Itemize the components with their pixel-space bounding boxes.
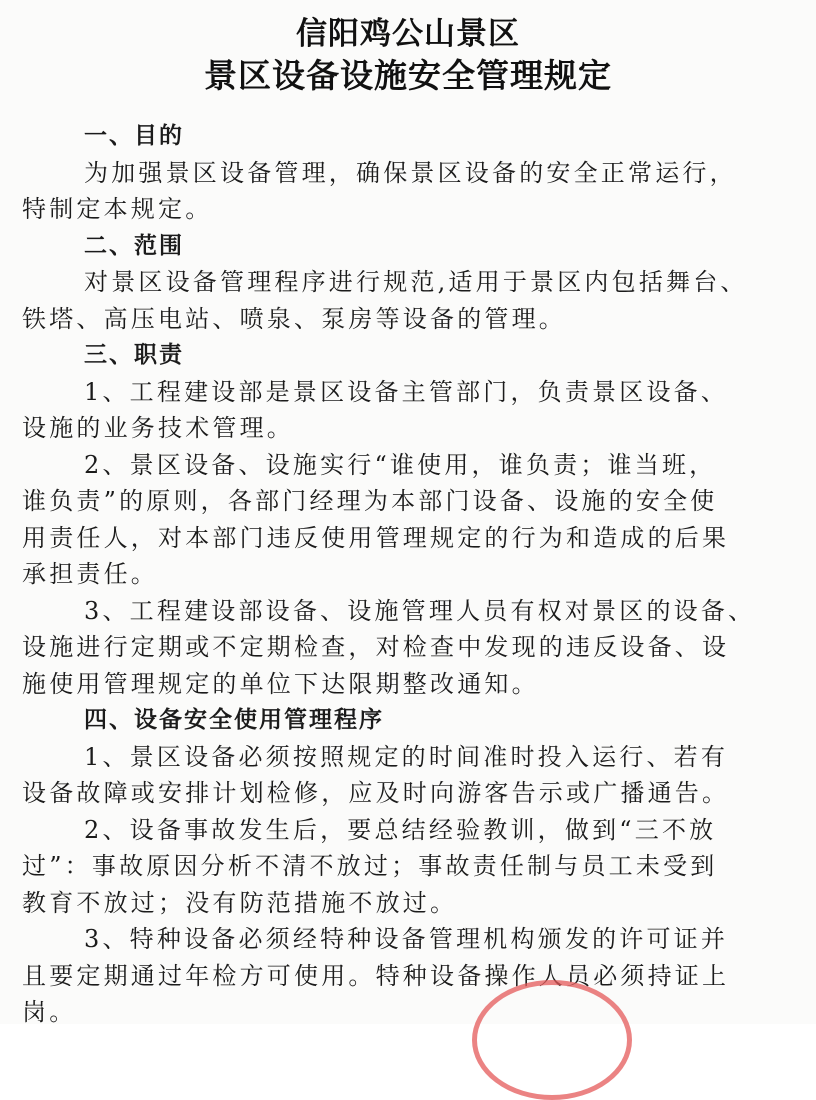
section-heading: 四、设备安全使用管理程序 — [84, 707, 384, 733]
paragraph-line: 铁塔、高压电站、喷泉、泵房等设备的管理。 — [22, 304, 566, 333]
paragraph-line: 2、景区设备、设施实行“谁使用，谁负责；谁当班， — [84, 450, 717, 479]
section-heading: 一、目的 — [84, 123, 184, 149]
paragraph-line: 2、设备事故发生后，要总结经验教训，做到“三不放 — [84, 815, 717, 844]
paragraph-line: 教育不放过；没有防范措施不放过。 — [22, 888, 458, 917]
red-seal-stamp — [472, 980, 632, 1100]
paragraph-line: 过”：事故原因分析不清不放过；事故责任制与员工未受到 — [22, 852, 718, 880]
paragraph-line: 1、工程建设部是景区设备主管部门，负责景区设备、 — [84, 377, 729, 406]
document-title-line1: 信阳鸡公山景区 — [296, 16, 520, 52]
paragraph-line: 为加强景区设备管理，确保景区设备的安全正常运行， — [84, 158, 737, 187]
paragraph-line: 1、景区设备必须按照规定的时间准时投入运行、若有 — [84, 742, 729, 771]
paragraph-line: 岗。 — [22, 998, 77, 1026]
paragraph-line: 设施的业务技术管理。 — [22, 414, 294, 442]
document-title-line2: 景区设备设施安全管理规定 — [204, 56, 612, 95]
paragraph-line: 用责任人，对本部门违反使用管理规定的行为和造成的后果 — [22, 523, 730, 552]
paragraph-line: 3、工程建设部设备、设施管理人员有权对景区的设备、 — [84, 596, 756, 625]
paragraph-line: 施使用管理规定的单位下达限期整改通知。 — [22, 669, 539, 698]
paragraph-line: 承担责任。 — [22, 560, 158, 588]
section-heading: 三、职责 — [84, 342, 184, 368]
paragraph-line: 设施进行定期或不定期检查，对检查中发现的违反设备、设 — [22, 633, 730, 661]
paragraph-line: 设备故障或安排计划检修，应及时向游客告示或广播通告。 — [22, 779, 730, 807]
paragraph-line: 3、特种设备必须经特种设备管理机构颁发的许可证并 — [84, 925, 729, 953]
paragraph-line: 对景区设备管理程序进行规范,适用于景区内包括舞台、 — [84, 268, 748, 296]
paragraph-line: 谁负责”的原则，各部门经理为本部门设备、设施的安全使 — [22, 487, 718, 515]
paragraph-line: 特制定本规定。 — [22, 195, 213, 223]
document-body — [22, 118, 782, 1031]
section-heading: 二、范围 — [84, 232, 184, 259]
paragraph-line: 且要定期通过年检方可使用。特种设备操作人员必须持证上 — [22, 961, 730, 990]
